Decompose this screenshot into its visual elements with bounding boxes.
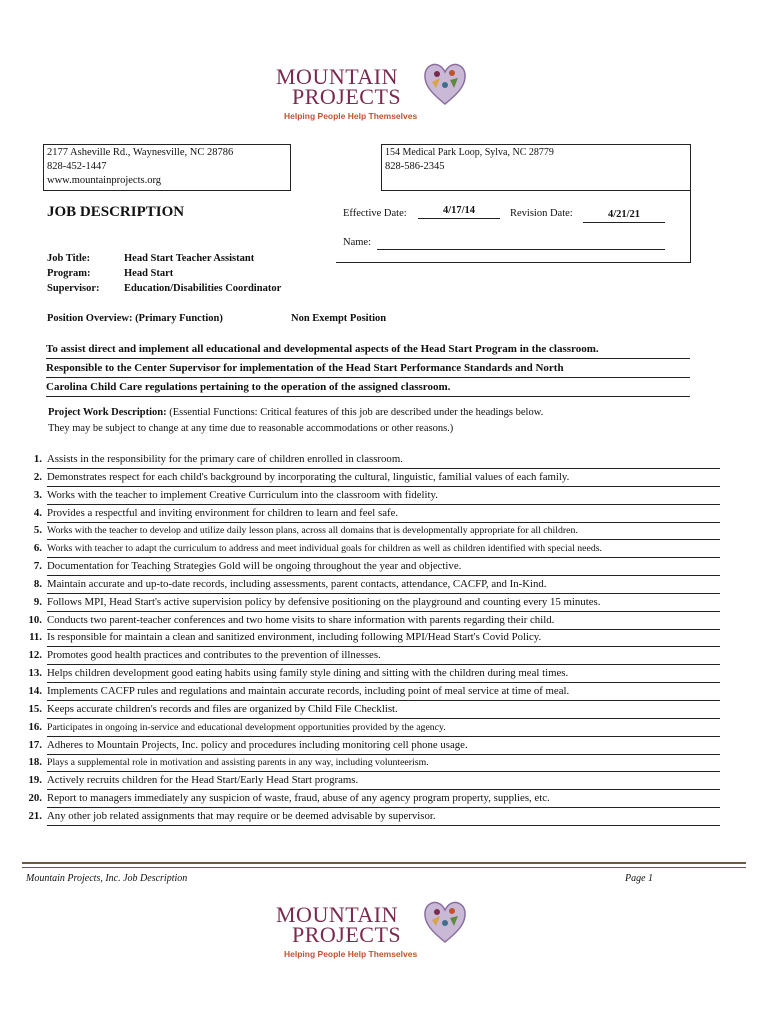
supervisor-value: Education/Disabilities Coordinator	[124, 283, 282, 294]
duty-item	[20, 451, 720, 469]
address-box-right	[381, 144, 691, 191]
duty-item	[20, 701, 720, 719]
program-label: Program:	[47, 268, 91, 279]
duty-text: Works with the teacher to implement Creative Curriculum into the classroom with fidelity.	[47, 487, 720, 505]
duty-text: Report to managers immediately any suspicion of waste, fraud, abuse of any agency program property, supplies, etc.	[47, 790, 720, 808]
duty-item	[20, 754, 720, 772]
address-left-line1: 2177 Asheville Rd., Waynesville, NC 28786	[47, 147, 234, 158]
footer-divider	[22, 862, 746, 868]
duty-text: Helps children development good eating habits using family style dining and sitting with the children during meal times.	[47, 665, 720, 683]
overview-line-2: Responsible to the Center Supervisor for implementation of the Head Start Performance Standards and North	[46, 359, 690, 378]
overview-line-1: To assist direct and implement all educational and developmental aspects of the Head Start Program in the classroom.	[46, 340, 690, 359]
duty-number: 6.	[33, 542, 42, 555]
duty-item	[20, 469, 720, 487]
effective-date-value: 4/17/14	[418, 203, 500, 219]
duty-item	[20, 612, 720, 630]
duty-item	[20, 629, 720, 647]
duty-text: Works with the teacher to develop and utilize daily lesson plans, across all domains that is developmentally appropriate for all children.	[47, 522, 720, 540]
duty-number: 18.	[28, 756, 42, 769]
duty-number: 2.	[33, 470, 42, 483]
revision-date-value: 4/21/21	[583, 207, 665, 223]
duty-number: 5.	[33, 524, 42, 537]
duty-text: Participates in ongoing in-service and educational development opportunities provided by the agency.	[47, 719, 720, 737]
duty-text: Works with teacher to adapt the curriculum to address and meet individual goals for children as well as children identified with special needs.	[47, 540, 720, 558]
duty-text: Any other job related assignments that may require or be deemed advisable by supervisor.	[47, 808, 720, 826]
duty-text: Maintain accurate and up-to-date records, including assessments, parent contacts, attendance, CACFP, and In-Kind.	[47, 576, 720, 594]
duty-number: 9.	[33, 595, 42, 608]
duty-text: Keeps accurate children's records and files are organized by Child File Checklist.	[47, 701, 720, 719]
duty-text: Follows MPI, Head Start's active supervision policy by defensive positioning on the playground and counting every 15 minutes.	[47, 594, 720, 612]
duty-text: Provides a respectful and inviting environment for children to learn and feel safe.	[47, 505, 720, 523]
logo-tagline: Helping People Help Themselves	[284, 949, 418, 959]
duty-item	[20, 737, 720, 755]
duty-number: 17.	[28, 738, 42, 751]
work-description-label: Project Work Description:	[48, 407, 167, 418]
page-title: JOB DESCRIPTION	[47, 204, 185, 220]
heart-people-icon	[422, 898, 468, 946]
duty-number: 15.	[28, 702, 42, 715]
logo-line2: PROJECTS	[292, 922, 402, 947]
logo-line2: PROJECTS	[292, 84, 402, 109]
job-title-value: Head Start Teacher Assistant	[124, 253, 255, 264]
work-description-line2: They may be subject to change at any time due to reasonable accommodations or other reasons.)	[48, 423, 454, 434]
address-left-line2: 828-452-1447	[47, 161, 107, 172]
duty-text: Demonstrates respect for each child's background by incorporating the cultural, linguistic, familial values of each family.	[47, 469, 720, 487]
duty-item	[20, 505, 720, 523]
duty-number: 4.	[33, 506, 42, 519]
duty-number: 21.	[28, 809, 42, 822]
mountain-projects-logo	[270, 60, 470, 130]
duty-text: Implements CACFP rules and regulations and maintain accurate records, including point of meal service at time of meal.	[47, 683, 720, 701]
overview-line-3: Carolina Child Care regulations pertaining to the operation of the assigned classroom.	[46, 378, 690, 397]
duty-item	[20, 790, 720, 808]
duty-text: Adheres to Mountain Projects, Inc. policy and procedures including monitoring cell phone usage.	[47, 737, 720, 755]
footer-left: Mountain Projects, Inc. Job Description	[26, 873, 188, 884]
supervisor-label: Supervisor:	[47, 283, 100, 294]
effective-date-label: Effective Date:	[343, 208, 407, 219]
exempt-status: Non Exempt Position	[291, 313, 387, 324]
duty-number: 11.	[29, 631, 42, 644]
duty-number: 13.	[28, 667, 42, 680]
address-box-left	[43, 144, 291, 191]
duty-item	[20, 540, 720, 558]
logo-line1: MOUNTAIN	[276, 64, 399, 89]
work-description	[48, 405, 543, 437]
overview-text	[46, 340, 690, 397]
duty-number: 7.	[33, 560, 42, 573]
duty-number: 3.	[33, 488, 42, 501]
footer-page-number: Page 1	[625, 873, 654, 884]
revision-date-label: Revision Date:	[510, 208, 573, 219]
name-field[interactable]	[377, 237, 665, 250]
duty-item	[20, 808, 720, 826]
duty-number: 8.	[33, 577, 42, 590]
duty-number: 19.	[28, 774, 42, 787]
duty-number: 10.	[28, 613, 42, 626]
duty-text: Actively recruits children for the Head Start/Early Head Start programs.	[47, 772, 720, 790]
logo-tagline: Helping People Help Themselves	[284, 111, 418, 121]
work-description-line1: (Essential Functions: Critical features of this job are described under the headings below.	[169, 407, 544, 418]
duty-number: 12.	[28, 649, 42, 662]
duty-number: 1.	[33, 453, 42, 465]
duty-text: Is responsible for maintain a clean and sanitized environment, including following MPI/Head Start's Covid Policy.	[47, 629, 720, 647]
duty-item	[20, 594, 720, 612]
address-right-line1: 154 Medical Park Loop, Sylva, NC 28779	[385, 147, 554, 158]
duty-number: 20.	[28, 792, 42, 805]
job-values	[124, 251, 281, 296]
program-value: Head Start	[124, 268, 174, 279]
duty-item	[20, 665, 720, 683]
header-border	[690, 187, 691, 263]
duty-text: Documentation for Teaching Strategies Gold will be ongoing throughout the year and objective.	[47, 558, 720, 576]
duty-item	[20, 647, 720, 665]
duty-item	[20, 719, 720, 737]
duty-item	[20, 683, 720, 701]
duty-text: Conducts two parent-teacher conferences and two home visits to share information with parents regarding their child.	[47, 612, 720, 630]
duty-item	[20, 576, 720, 594]
duty-number: 16.	[28, 720, 42, 733]
mountain-projects-logo-bottom	[270, 898, 470, 968]
duty-text: Plays a supplemental role in motivation and assisting parents in any way, including volunteerism.	[47, 754, 720, 772]
duty-item	[20, 522, 720, 540]
duty-item	[20, 558, 720, 576]
duties-list	[20, 451, 720, 826]
name-label: Name:	[343, 237, 371, 248]
job-title-label: Job Title:	[47, 253, 91, 264]
heart-people-icon	[422, 60, 468, 108]
address-left-line3: www.mountainprojects.org	[47, 175, 162, 186]
duty-text: Promotes good health practices and contributes to the prevention of illnesses.	[47, 647, 720, 665]
logo-line1: MOUNTAIN	[276, 902, 399, 927]
duty-item	[20, 487, 720, 505]
duty-text: Assists in the responsibility for the primary care of children enrolled in classroom.	[47, 451, 720, 469]
job-labels	[47, 251, 100, 296]
header-border-bottom	[336, 262, 691, 263]
position-overview-label: Position Overview: (Primary Function)	[47, 313, 223, 324]
duty-number: 14.	[28, 684, 42, 697]
address-right-line2: 828-586-2345	[385, 161, 445, 172]
duty-item	[20, 772, 720, 790]
